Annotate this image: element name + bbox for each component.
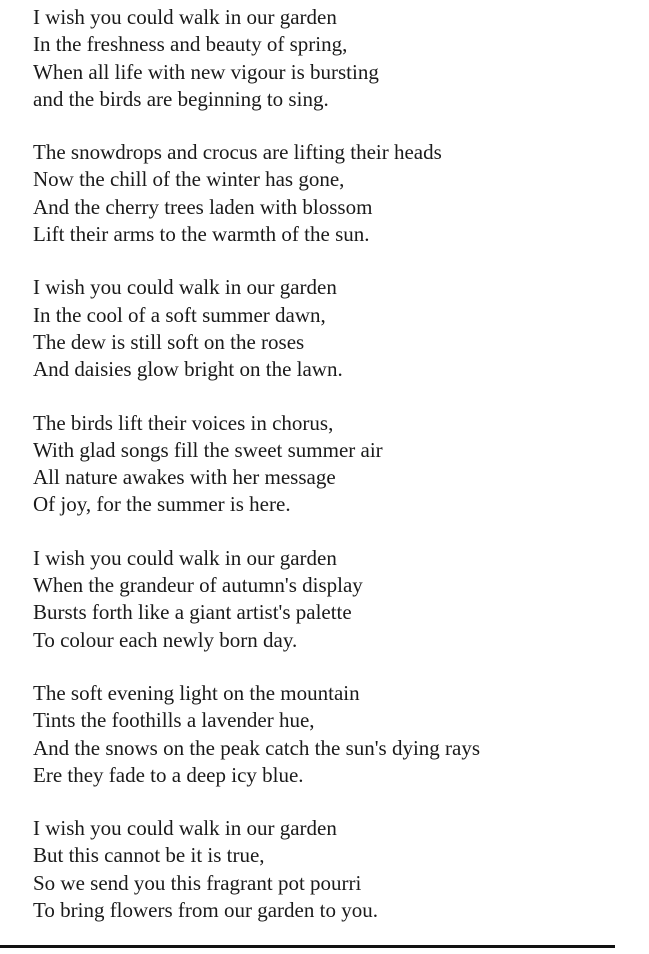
poem-line: Tints the foothills a lavender hue, <box>33 708 315 733</box>
poem-line: When the grandeur of autumn's display <box>33 573 363 598</box>
stanza-7 <box>33 815 633 924</box>
poem-line: And the cherry trees laden with blossom <box>33 194 373 219</box>
poem-line: And daisies glow bright on the lawn. <box>33 357 343 382</box>
poem-line: Ere they fade to a deep icy blue. <box>33 762 304 787</box>
stanza-4 <box>33 410 633 519</box>
stanza-1 <box>33 4 633 113</box>
bottom-rule <box>0 945 615 948</box>
poem-line: In the cool of a soft summer dawn, <box>33 302 326 327</box>
poem-line: With glad songs fill the sweet summer air <box>33 437 383 462</box>
stanza-3 <box>33 274 633 383</box>
poem-line: When all life with new vigour is bursting <box>33 59 379 84</box>
stanza-2 <box>33 139 633 248</box>
poem-line: Of joy, for the summer is here. <box>33 492 291 517</box>
stanza-6 <box>33 680 633 789</box>
poem-line: The dew is still soft on the roses <box>33 329 305 354</box>
poem-line: Bursts forth like a giant artist's palette <box>33 600 352 625</box>
poem-line: So we send you this fragrant pot pourri <box>33 870 362 895</box>
poem-line: I wish you could walk in our garden <box>33 5 337 29</box>
poem-line: and the birds are beginning to sing. <box>33 86 329 111</box>
poem-line: I wish you could walk in our garden <box>33 816 337 841</box>
poem-line: The birds lift their voices in chorus, <box>33 410 334 435</box>
poem-line: I wish you could walk in our garden <box>33 545 337 570</box>
poem-line: Now the chill of the winter has gone, <box>33 167 345 192</box>
poem-line: I wish you could walk in our garden <box>33 275 337 300</box>
poem-line: The snowdrops and crocus are lifting their heads <box>33 140 442 165</box>
poem <box>33 4 633 950</box>
poem-line: And the snows on the peak catch the sun's dying rays <box>33 735 481 760</box>
poem-line: In the freshness and beauty of spring, <box>33 32 348 57</box>
poem-line: The soft evening light on the mountain <box>33 680 360 705</box>
poem-line: To bring flowers from our garden to you. <box>33 898 378 923</box>
stanza-5 <box>33 545 633 654</box>
poem-line: Lift their arms to the warmth of the sun. <box>33 222 370 247</box>
poem-line: All nature awakes with her message <box>33 465 336 490</box>
poem-line: But this cannot be it is true, <box>33 843 265 868</box>
poem-line: To colour each newly born day. <box>33 627 298 652</box>
